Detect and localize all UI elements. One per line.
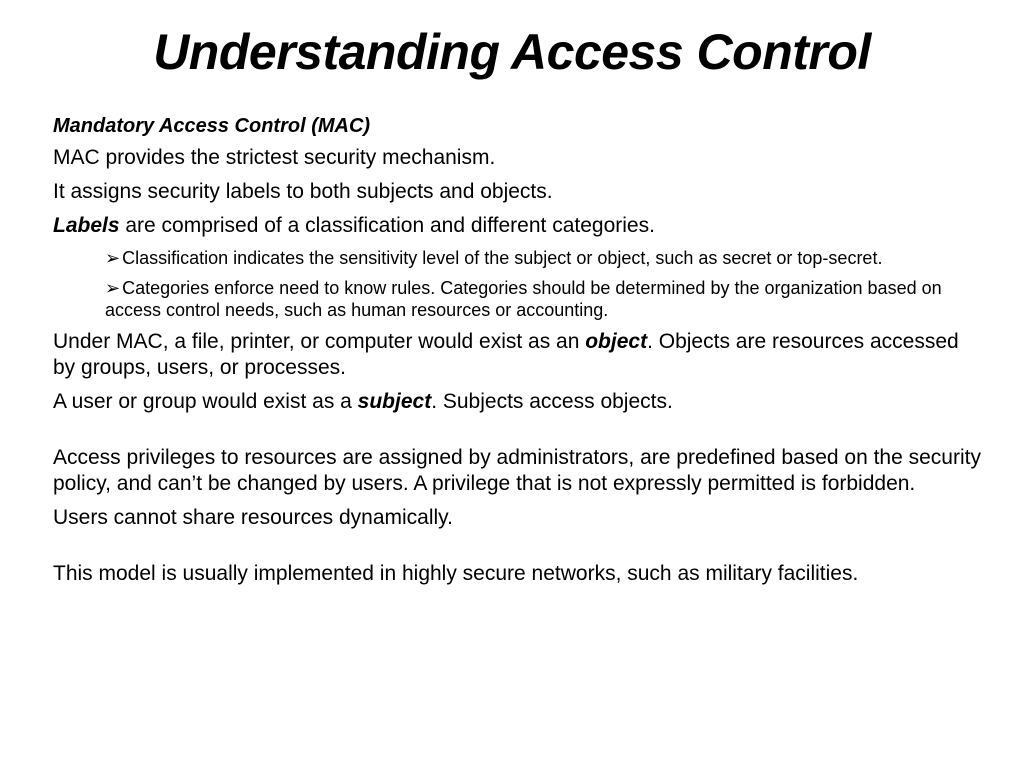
paragraph-implementation: This model is usually implemented in highly secure networks, such as military facilities. xyxy=(53,562,859,585)
paragraph-mac-strictest: MAC provides the strictest security mechanism. xyxy=(53,146,496,169)
labels-rest: are comprised of a classification and different categories. xyxy=(119,214,655,237)
paragraph-labels xyxy=(53,213,983,239)
bullet-classification xyxy=(105,247,983,269)
bullet-categories-text: Categories enforce need to know rules. Categories should be determined by the organization based on access control needs, such as human resources or accounting. xyxy=(105,278,942,320)
paragraph-access-privileges: Access privileges to resources are assigned by administrators, are predefined based on the security policy, and can’t be changed by users. A privilege that is not expressly permitted is forbidden. xyxy=(53,446,981,495)
bullet-classification-text: Classification indicates the sensitivity level of the subject or object, such as secret or top-secret. xyxy=(122,248,883,268)
subject-post: . Subjects access objects. xyxy=(431,390,673,413)
arrow-bullet-icon: ➢ xyxy=(105,248,121,268)
bullet-categories xyxy=(105,277,983,321)
slide-title: Understanding Access Control xyxy=(153,24,871,80)
object-pre: Under MAC, a file, printer, or computer would exist as an xyxy=(53,330,586,353)
subject-pre: A user or group would exist as a xyxy=(53,390,358,413)
object-emphasis: object xyxy=(585,330,648,353)
labels-emphasis: Labels xyxy=(53,214,120,237)
section-heading: Mandatory Access Control (MAC) xyxy=(53,115,371,137)
paragraph-security-labels: It assigns security labels to both subjects and objects. xyxy=(53,180,553,203)
arrow-bullet-icon: ➢ xyxy=(105,278,121,298)
paragraph-object xyxy=(53,329,983,381)
paragraph-no-sharing: Users cannot share resources dynamically. xyxy=(53,506,453,529)
slide-body xyxy=(53,113,983,595)
object-post: . Objects are resources accessed by groups, users, or processes. xyxy=(53,330,959,379)
paragraph-subject xyxy=(53,389,983,415)
subject-emphasis: subject xyxy=(357,390,432,413)
